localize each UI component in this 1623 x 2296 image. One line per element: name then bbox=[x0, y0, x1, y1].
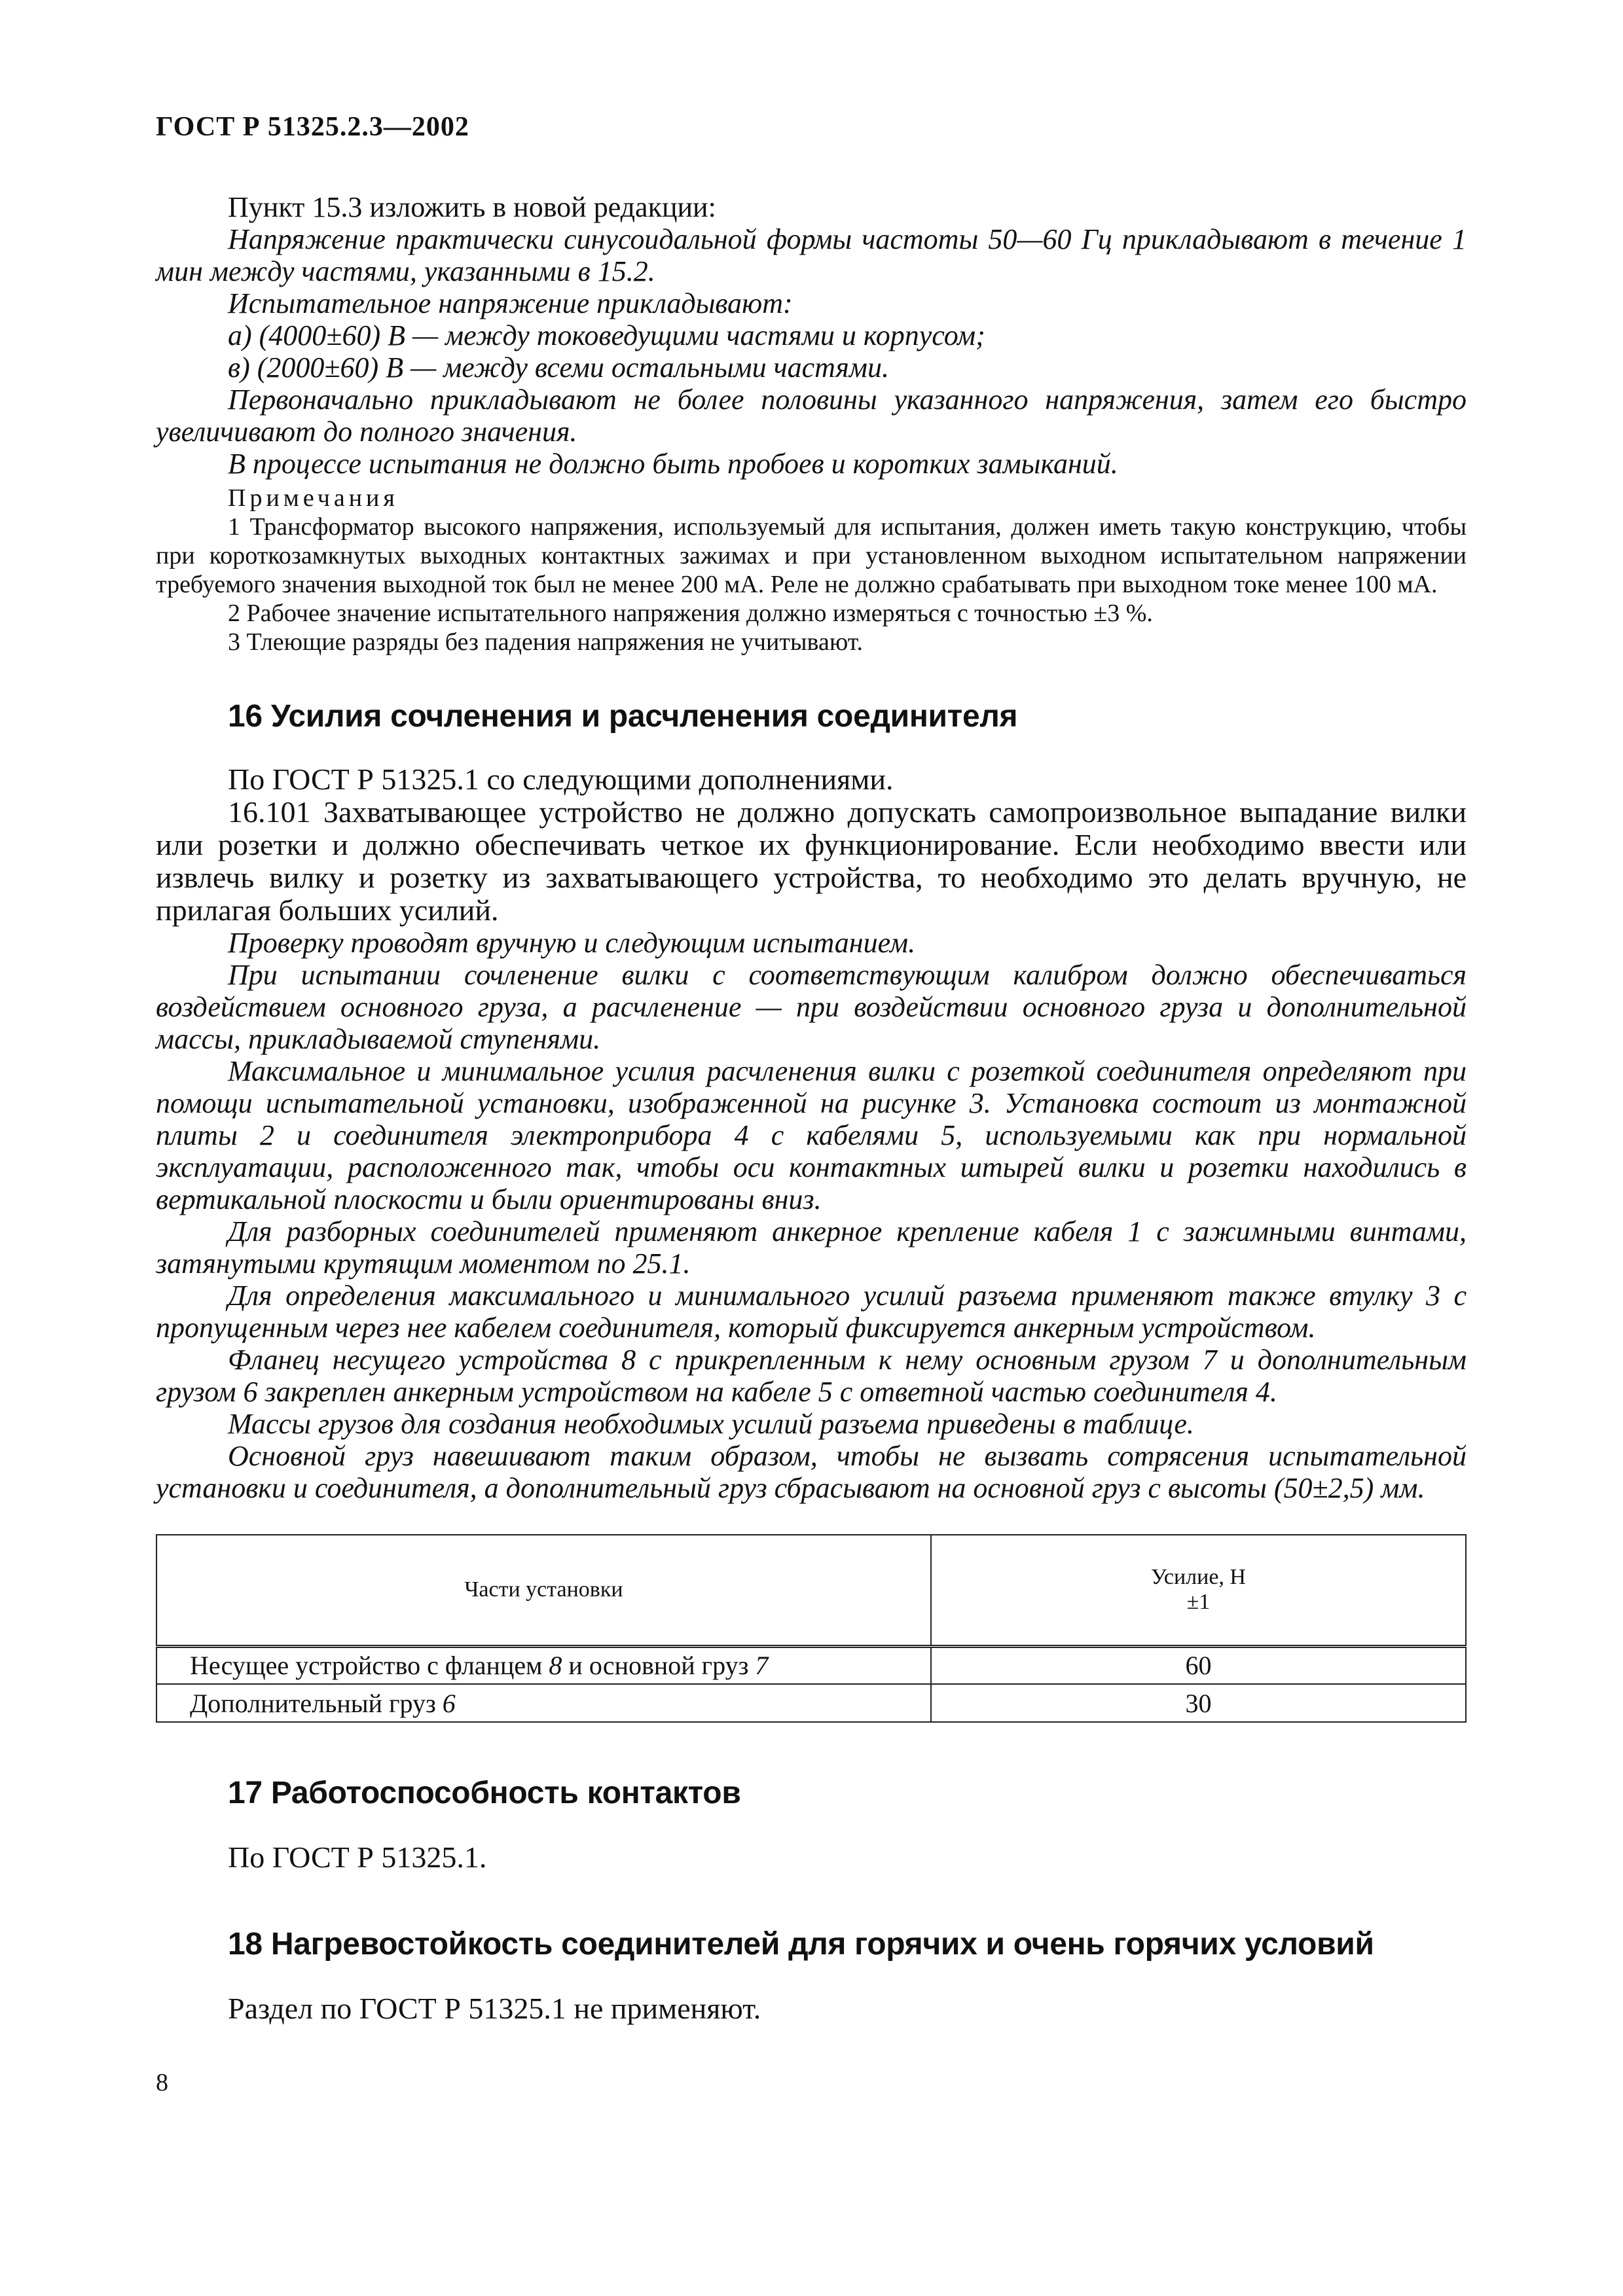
paragraph: Испытательное напряжение прикладывают: bbox=[228, 287, 793, 319]
table-row bbox=[156, 1684, 1466, 1722]
table-cell bbox=[156, 1646, 931, 1684]
paragraph: При испытании сочленение вилки с соответствующим калибром должно обеспечиваться воздействием основного груза, а расчленение — при воздействии основного груза и дополнительной массы, прикладываемой ступенями. bbox=[156, 959, 1467, 1055]
paragraph: Проверку проводят вручную и следующим испытанием. bbox=[228, 927, 916, 959]
cell-text: Несущее устройство с фланцем bbox=[190, 1651, 549, 1681]
list-item: а) (4000±60) В — между токоведущими частями и корпусом; bbox=[228, 319, 985, 351]
section-heading: 17 Работоспособность контактов bbox=[228, 1776, 741, 1810]
paragraph: Максимальное и минимальное усилия расчленения вилки с розеткой соединителя определяют при помощи испытательной установки, изображенной на рисунке 3. Установка состоит из монтажной плиты 2 и соединителя электроприбора 4 с кабелями 5, используемыми как при нормальной эксплуатации, расположенного так, чтобы оси контактных штырей вилки и розетки находились в вертикальной плоскости и были ориентированы вниз. bbox=[156, 1055, 1467, 1215]
table-header-line: ±1 bbox=[1186, 1590, 1211, 1615]
intro-paragraph: Пункт 15.3 изложить в новой редакции: bbox=[228, 191, 716, 223]
cell-number: 6 bbox=[442, 1688, 456, 1718]
table-cell: 60 bbox=[931, 1646, 1466, 1684]
paragraph: Основной груз навешивают таким образом, чтобы не вызвать сотрясения испытательной установки и соединителя, а дополнительный груз сбрасывают на основной груз с высоты (50±2,5) мм. bbox=[156, 1440, 1467, 1504]
cell-text: Дополнительный груз bbox=[190, 1688, 443, 1718]
list-item: в) (2000±60) В — между всеми остальными частями. bbox=[228, 351, 889, 384]
document-body bbox=[156, 191, 1467, 2025]
notes-title: Примечания bbox=[228, 484, 399, 512]
paragraph: Раздел по ГОСТ Р 51325.1 не применяют. bbox=[228, 1992, 761, 2025]
section-heading: 16 Усилия сочленения и расчленения соединителя bbox=[228, 699, 1018, 734]
paragraph: В процессе испытания не должно быть пробоев и коротких замыканий. bbox=[228, 448, 1118, 480]
cell-number: 7 bbox=[755, 1651, 769, 1681]
cell-number: 8 bbox=[549, 1651, 562, 1681]
section-heading: 18 Нагревостойкость соединителей для горячих и очень горячих условий bbox=[228, 1927, 1374, 1962]
table-header-row bbox=[156, 1535, 1466, 1646]
paragraph: Напряжение практически синусоидальной формы частоты 50—60 Гц прикладывают в течение 1 мин между частями, указанными в 15.2. bbox=[156, 223, 1467, 287]
paragraph: Массы грузов для создания необходимых усилий разъема приведены в таблице. bbox=[228, 1408, 1194, 1440]
paragraph: Для определения максимального и минимального усилий разъема применяют также втулку 3 с пропущенным через нее кабелем соединителя, который фиксируется анкерным устройством. bbox=[156, 1280, 1467, 1344]
table-cell: 30 bbox=[931, 1684, 1466, 1722]
cell-text: и основной груз bbox=[562, 1651, 756, 1681]
table-header-cell bbox=[931, 1535, 1466, 1646]
table-header-cell: Части установки bbox=[156, 1535, 931, 1646]
paragraph: По ГОСТ Р 51325.1. bbox=[228, 1840, 487, 1874]
weights-table bbox=[156, 1534, 1467, 1723]
note: 2 Рабочее значение испытательного напряжения должно измеряться с точностью ±3 %. bbox=[228, 600, 1153, 627]
paragraph: 16.101 Захватывающее устройство не должно допускать самопроизвольное выпадание вилки или розетки и должно обеспечивать четкое их функционирование. Если необходимо ввести или извлечь вилку и розетку из захватывающего устройства, то необходимо это делать вручную, не прилагая больших усилий. bbox=[156, 795, 1467, 927]
note: 3 Тлеющие разряды без падения напряжения не учитывают. bbox=[228, 628, 863, 656]
table-header-line: Усилие, Н bbox=[1150, 1565, 1246, 1590]
page-number: 8 bbox=[156, 2069, 168, 2096]
paragraph: По ГОСТ Р 51325.1 со следующими дополнениями. bbox=[228, 762, 894, 796]
table-cell bbox=[156, 1684, 931, 1722]
document-header: ГОСТ Р 51325.2.3—2002 bbox=[156, 112, 469, 142]
table-row bbox=[156, 1646, 1466, 1684]
paragraph: Первоначально прикладывают не более половины указанного напряжения, затем его быстро увеличивают до полного значения. bbox=[156, 384, 1467, 448]
paragraph: Фланец несущего устройства 8 с прикрепленным к нему основным грузом 7 и дополнительным грузом 6 закреплен анкерным устройством на кабеле 5 с ответной частью соединителя 4. bbox=[156, 1344, 1467, 1408]
note: 1 Трансформатор высокого напряжения, используемый для испытания, должен иметь такую конструкцию, чтобы при короткозамкнутых выходных контактных зажимах и при установленном выходном испытательном напряжении требуемого значения выходной ток был не менее 200 мА. Реле не должно срабатывать при выходном токе менее 100 мА. bbox=[156, 513, 1467, 598]
paragraph: Для разборных соединителей применяют анкерное крепление кабеля 1 с зажимными винтами, затянутыми крутящим моментом по 25.1. bbox=[156, 1215, 1467, 1280]
